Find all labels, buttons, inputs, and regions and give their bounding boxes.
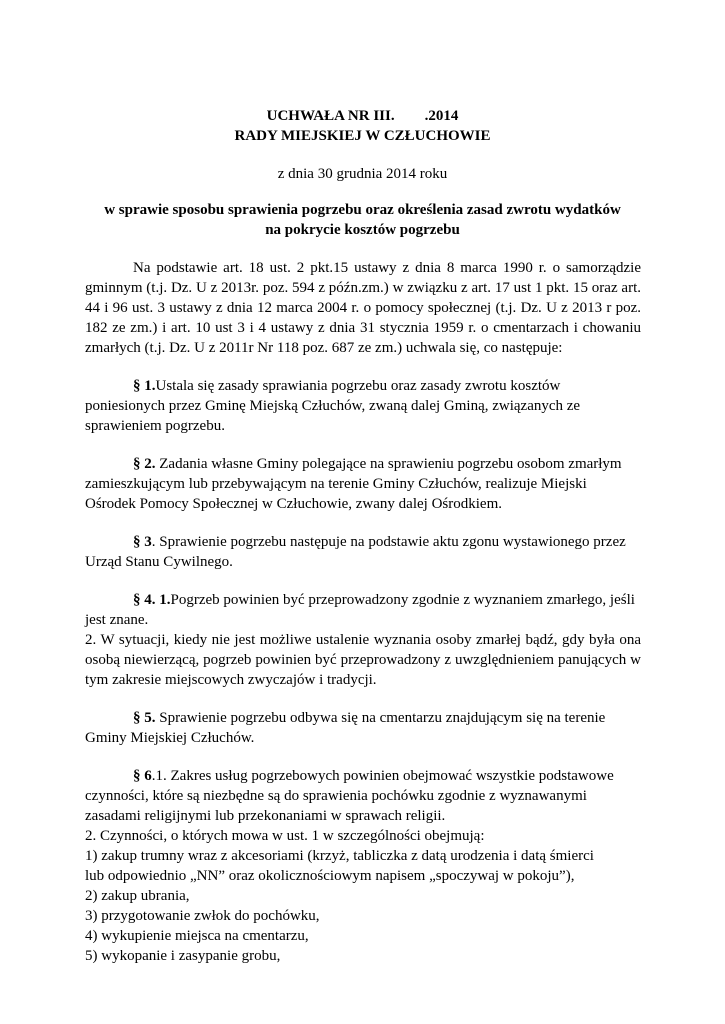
- title-block: [0, 106, 725, 146]
- resolution-date: z dnia 30 grudnia 2014 roku: [277, 166, 448, 182]
- section-2-text: Zadania własne Gminy polegające na sprawieniu pogrzebu osobom zmarłym zamieszkującym lub przebywającym na terenie Gminy Człuchów, realizuje Miejski Ośrodek Pomocy Społecznej w Człuchowie, zwany dalej Ośrodkiem.: [85, 456, 622, 512]
- list-item: 1) zakup trumny wraz z akcesoriami (krzyż, tabliczka z datą urodzenia i datą śmierci: [85, 848, 594, 864]
- section-4-mark: § 4. 1.: [133, 592, 171, 608]
- section-4-paragraph-2: 2. W sytuacji, kiedy nie jest możliwe ustalenie wyznania osoby zmarłej bądź, gdy była ona osobą niewierzącą, pogrzeb powinien być przeprowadzony z uwzględnieniem panujących w tym zakresie miejscowych zwyczajów i tradycji.: [85, 632, 641, 688]
- section-5: [85, 708, 641, 748]
- list-item: 4) wykupienie miejsca na cmentarzu,: [85, 928, 309, 944]
- section-6-mark: § 6: [133, 768, 152, 784]
- resolution-title: UCHWAŁA NR III. .2014: [266, 108, 459, 124]
- council-name: RADY MIEJSKIEJ W CZŁUCHOWIE: [234, 128, 491, 144]
- list-item: 2) zakup ubrania,: [85, 888, 190, 904]
- section-2: [85, 454, 641, 514]
- section-1: [85, 376, 641, 436]
- section-5-mark: § 5.: [133, 710, 156, 726]
- list-item: lub odpowiednio „NN” oraz okolicznościowym napisem „spoczywaj w pokoju”),: [85, 868, 575, 884]
- section-2-mark: § 2.: [133, 456, 156, 472]
- section-5-text: Sprawienie pogrzebu odbywa się na cmentarzu znajdującym się na terenie Gminy Miejskiej Człuchów.: [85, 710, 606, 746]
- section-6: [85, 766, 641, 826]
- section-3-text: . Sprawienie pogrzebu następuje na podstawie aktu zgonu wystawionego przez Urząd Stanu Cywilnego.: [85, 534, 626, 570]
- resolution-subject: w sprawie sposobu sprawienia pogrzebu oraz określenia zasad zwrotu wydatków na pokrycie kosztów pogrzebu: [104, 202, 621, 238]
- document-body: [85, 258, 641, 966]
- section-1-mark: § 1.: [133, 378, 156, 394]
- section-3-mark: § 3: [133, 534, 152, 550]
- section-1-text: Ustala się zasady sprawiania pogrzebu oraz zasady zwrotu kosztów poniesionych przez Gminę Miejską Człuchów, zwaną dalej Gminą, związanych ze sprawieniem pogrzebu.: [85, 378, 581, 434]
- section-6-text: .1. Zakres usług pogrzebowych powinien obejmować wszystkie podstawowe czynności, które są niezbędne są do sprawienia pochówku zgodnie z wyznawanymi zasadami religijnymi lub przekonaniami w sprawach religii.: [85, 768, 614, 824]
- preamble: Na podstawie art. 18 ust. 2 pkt.15 ustawy z dnia 8 marca 1990 r. o samorządzie gminnym (t.j. Dz. U z 2013r. poz. 594 z późn.zm.) w związku z art. 17 ust 1 pkt. 15 oraz art. 44 i 96 ust. 3 ustawy z dnia 12 marca 2004 r. o pomocy społecznej (t.j. Dz. U z 2013 r poz. 182 ze zm.) i art. 10 ust 3 i 4 ustawy z dnia 31 stycznia 1959 r. o cmentarzach i chowaniu zmarłych (t.j. Dz. U z 2011r Nr 118 poz. 687 ze zm.) uchwala się, co następuje:: [85, 260, 641, 356]
- section-4-text: Pogrzeb powinien być przeprowadzony zgodnie z wyznaniem zmarłego, jeśli jest znane.: [85, 592, 635, 628]
- section-3: [85, 532, 641, 572]
- section-6-paragraph-2: 2. Czynności, o których mowa w ust. 1 w szczególności obejmują:: [85, 828, 485, 844]
- list-item: 3) przygotowanie zwłok do pochówku,: [85, 908, 320, 924]
- section-4: [85, 590, 641, 630]
- list-item: 5) wykopanie i zasypanie grobu,: [85, 948, 281, 964]
